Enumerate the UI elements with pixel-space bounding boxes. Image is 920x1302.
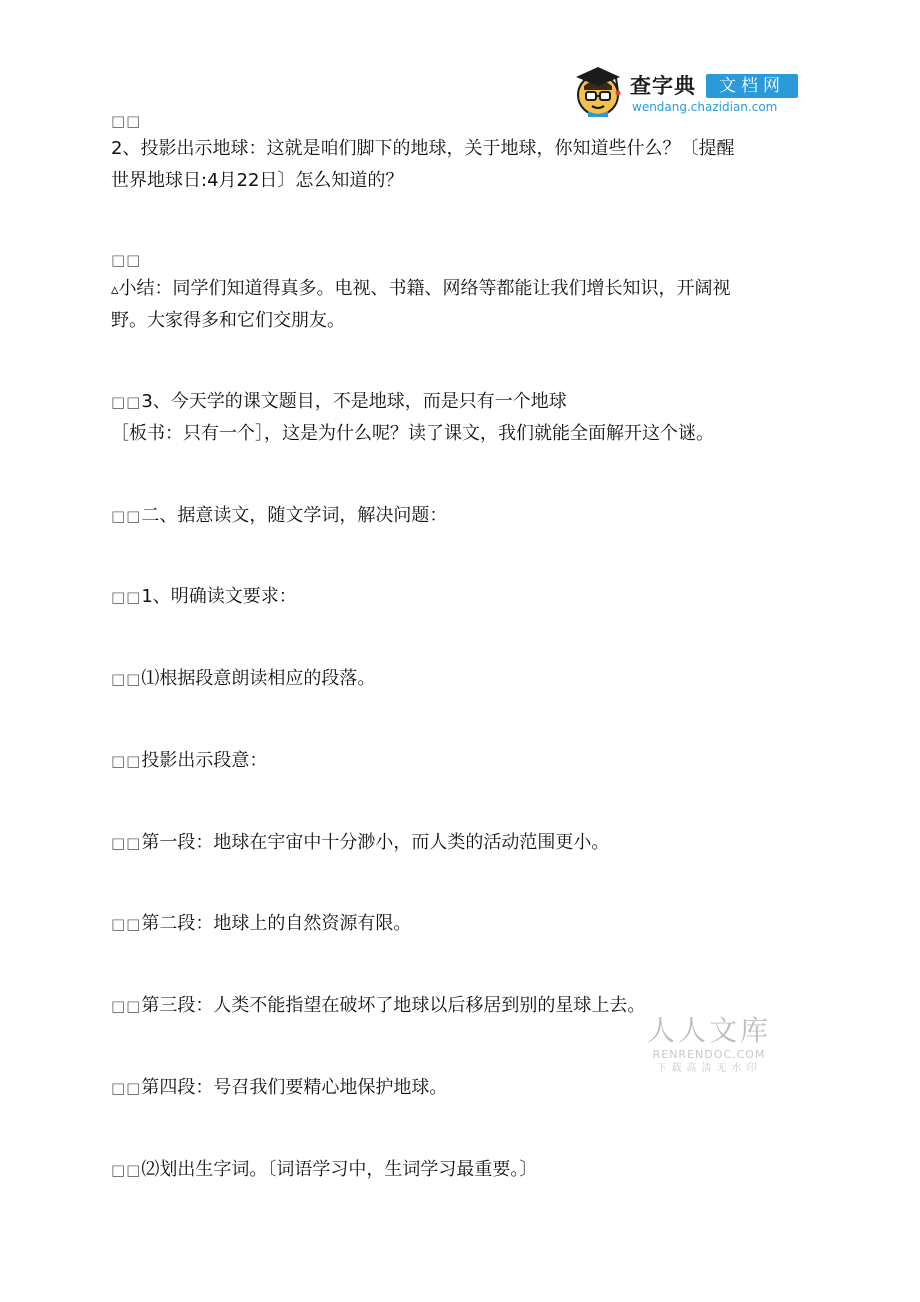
paragraph-text: 第四段：号召我们要精心地保护地球。: [141, 1077, 448, 1098]
paragraph-line: □□⑴根据段意朗读相应的段落。: [111, 668, 376, 689]
paragraph-line: □□投影出示段意：: [111, 750, 268, 771]
section-heading: □□二、据意读文，随文学词，解决问题：: [111, 505, 448, 526]
paragraph-text: ⑵划出生字词。〔词语学习中，生词学习最重要。〕: [141, 1159, 538, 1180]
site-logo: [574, 64, 814, 120]
paragraph-line: 世界地球日:4月22日〕怎么知道的？: [111, 170, 404, 191]
summary-line: [111, 274, 731, 304]
paragraph-line: □□第三段：人类不能指望在破坏了地球以后移居到别的星球上去。: [111, 995, 646, 1016]
paragraph-line: □□1、明确读文要求：: [111, 586, 297, 607]
placeholder-glyphs: □□: [111, 112, 142, 130]
paragraph-line: 野。大家得多和它们交朋友。: [111, 310, 345, 331]
paragraph-text: 1、明确读文要求：: [141, 586, 297, 607]
paragraph-text: 第二段：地球上的自然资源有限。: [141, 913, 412, 934]
triangle-icon: ▵: [111, 280, 119, 298]
paragraph-text: 第一段：地球在宇宙中十分渺小，而人类的活动范围更小。: [141, 832, 610, 853]
placeholder-glyphs: □□: [111, 251, 142, 269]
paragraph-text: 第三段：人类不能指望在破坏了地球以后移居到别的星球上去。: [141, 995, 646, 1016]
watermark-title: 人人文库: [646, 1014, 771, 1047]
logo-url: wendang.chazidian.com: [632, 100, 778, 114]
paragraph-line: □□第二段：地球上的自然资源有限。: [111, 913, 412, 934]
paragraph-line: □□第四段：号召我们要精心地保护地球。: [111, 1077, 448, 1098]
paragraph-text: 3、今天学的课文题目，不是地球，而是只有一个地球: [141, 391, 567, 412]
paragraph-line: 2、投影出示地球：这就是咱们脚下的地球，关于地球，你知道些什么？〔提醒: [111, 138, 735, 159]
paragraph-line: □□3、今天学的课文题目，不是地球，而是只有一个地球: [111, 391, 567, 412]
scholar-mascot-icon: [574, 64, 624, 118]
paragraph-line: □□第一段：地球在宇宙中十分渺小，而人类的活动范围更小。: [111, 832, 610, 853]
watermark-tagline: 下载高清无水印: [656, 1063, 762, 1074]
section-heading-text: 二、据意读文，随文学词，解决问题：: [141, 505, 448, 526]
watermark-domain: RENRENDOC.COM: [652, 1048, 766, 1061]
watermark: [644, 1014, 774, 1080]
summary-text: 小结：同学们知道得真多。电视、书籍、网络等都能让我们增长知识，开阔视: [118, 278, 731, 299]
logo-badge: 文档网: [706, 74, 798, 98]
paragraph-text: ⑴根据段意朗读相应的段落。: [141, 668, 376, 689]
paragraph-text: 投影出示段意：: [141, 750, 268, 771]
logo-brand-text: 查字典: [630, 74, 696, 98]
paragraph-line: ［板书：只有一个］，这是为什么呢？读了课文，我们就能全面解开这个谜。: [111, 423, 714, 444]
paragraph-line: □□⑵划出生字词。〔词语学习中，生词学习最重要。〕: [111, 1159, 538, 1180]
